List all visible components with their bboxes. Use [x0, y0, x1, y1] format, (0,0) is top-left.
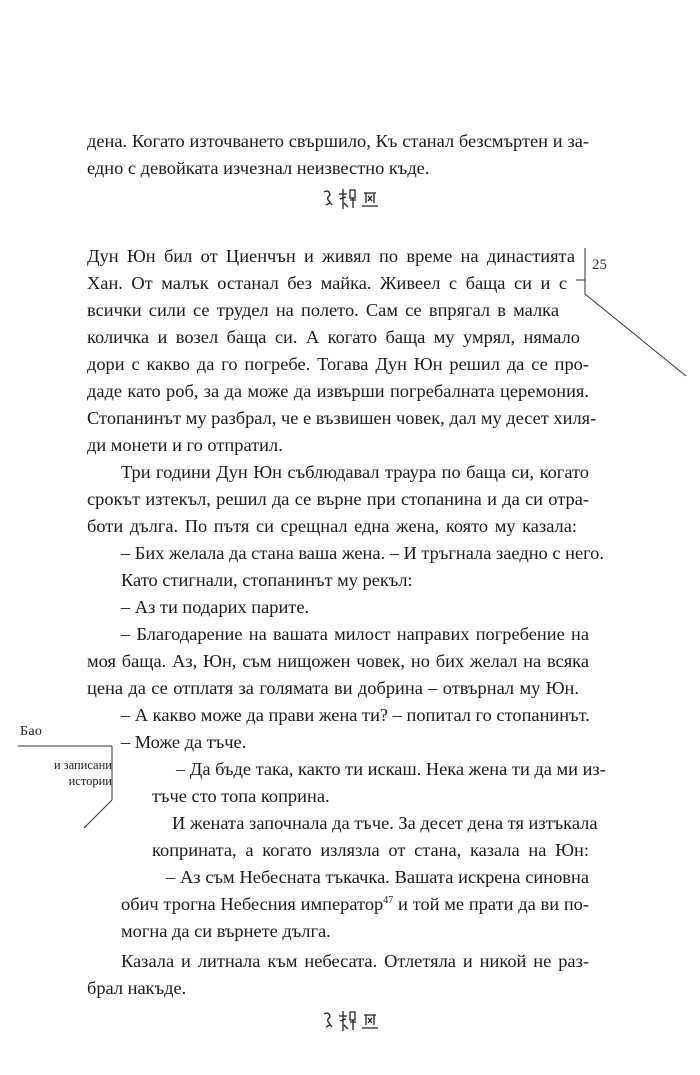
text-line: Три години Дун Юн съблюдавал траура по баща си, когато [121, 462, 589, 482]
side-note-title: Бао [20, 724, 43, 739]
footnote-ref[interactable]: 47 [383, 894, 394, 906]
text-line: Хан. От малък останал без майка. Живеел с баща си и с [87, 273, 567, 293]
section-ornament [0, 1008, 700, 1038]
text-line: Стопанинът му разбрал, че е възвишен човек, дал му десет хиля- [87, 408, 597, 428]
text-line: И жената започнала да тъче. За десет дена тя изтъкала [172, 813, 598, 833]
section-ornament [0, 186, 700, 216]
text-line: боти дълга. По пътя си срещнал една жена, която му казала: [87, 516, 577, 536]
text-line: – Да бъде така, както ти искаш. Нека жена ти да ми из- [176, 759, 606, 779]
seal-glyph-icon [320, 186, 380, 212]
text-line: тъче сто топа коприна. [152, 786, 330, 806]
text-line: дена. Когато източването свършило, Къ станал безсмъртен и за- [87, 131, 589, 151]
text-line: – Благодарение на вашата милост направих погребение на [121, 624, 589, 644]
text-line: всички сили се трудел на полето. Сам се впрягал в малка [87, 300, 559, 320]
text-line: – А какво може да прави жена ти? – попитал го стопанинът. [121, 705, 590, 725]
text-span: и той ме прати да ви по- [393, 894, 590, 914]
text-line: Като стигнали, стопанинът му рекъл: [121, 570, 413, 590]
text-line: брал накъде. [87, 978, 187, 998]
text-line: Дун Юн бил от Циенчън и живял по време на династията [87, 246, 575, 266]
text-line [121, 891, 589, 918]
side-note-subtitle [20, 757, 112, 789]
side-note-subtitle-line: истории [68, 774, 112, 788]
side-note-subtitle-line: и записани [53, 758, 112, 772]
text-line: количка и возел баща си. А когато баща му умрял, нямало [87, 327, 580, 347]
text-line: – Може да тъче. [121, 732, 247, 752]
text-line: моя баща. Аз, Юн, съм нищожен човек, но бих желал на всяка [87, 651, 589, 671]
text-line: дори с какво да го погребе. Тогава Дун Юн решил да се про- [87, 354, 589, 374]
text-line: едно с девойката изчезнал неизвестно къде. [87, 158, 430, 178]
page-number: 25 [592, 257, 607, 273]
text-line: – Аз съм Небесната тъкачка. Вашата искрена синовна [166, 867, 589, 887]
text-line: Казала и литнала към небесата. Отлетяла и никой не раз- [121, 951, 589, 971]
text-line: – Бих желала да стана ваша жена. – И тръгнала заедно с него. [121, 543, 604, 563]
text-line: даде като роб, за да може да извърши погребалната церемония. [87, 381, 589, 401]
text-line: могна да си върнете дълга. [121, 921, 331, 941]
text-line: срокът изтекъл, решил да се върне при стопанина и да си отра- [87, 489, 589, 509]
text-line: – Аз ти подарих парите. [121, 597, 310, 617]
text-line: коприната, а когато излязла от стана, казала на Юн: [152, 840, 589, 860]
seal-glyph-icon [320, 1008, 380, 1034]
text-span: обич трогна Небесния император [121, 894, 384, 914]
text-line: ди монети и го отпратил. [87, 435, 283, 455]
text-line: цена да се отплатя за голямата ви добрина – отвърнал му Юн. [87, 678, 579, 698]
